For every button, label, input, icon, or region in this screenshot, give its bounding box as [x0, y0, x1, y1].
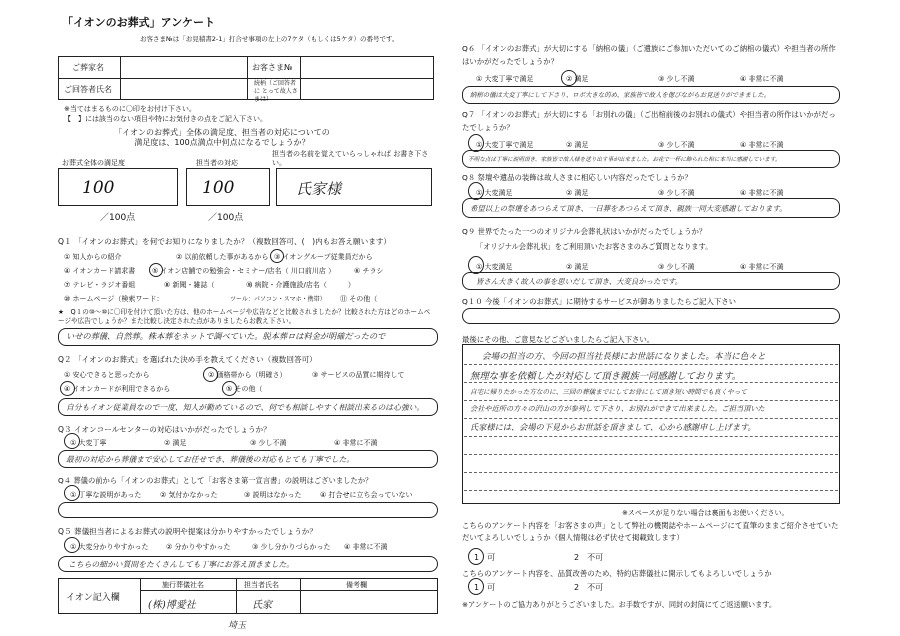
instruction-top: お客さま№は「お見積書2-1」打合せ事項の左上の7ケタ（もしくは5ケタ）の番号です。 [140, 35, 399, 43]
q7-answer: 不明な点は丁寧に説明頂き、家族皆で故人様を送り出す事が出来ました。お花で一杯に飾られた棺に本当に感謝しています。 [468, 157, 781, 163]
q1-opt-10-tool: ツール：パソコン・スマホ・携帯） [230, 296, 326, 303]
q2-text: Q２ 「イオンのお葬式」を選ばれた決め手を教えてください（複数回答可） [58, 355, 317, 364]
q5-circle-1 [64, 537, 80, 553]
survey-title: 「イオンのお葬式」アンケート [62, 16, 216, 29]
q3-circle-1 [64, 433, 80, 449]
q6-opt-1: ① 大変丁寧で満足 [476, 75, 534, 83]
q7-opt-4: ④ 非常に不満 [740, 141, 784, 149]
consent1-yes: 1 可 [474, 553, 496, 562]
q5-opt-2: ② 分かりやすかった [166, 543, 231, 551]
note-2: 【 】には該当のない項目や特にお気付きの点をご記入下さい。 [64, 115, 267, 123]
record-label: イオン記入欄 [66, 593, 120, 603]
record-col1: 施行葬儀社名 [162, 581, 204, 589]
consent1-no: 2 不可 [574, 553, 604, 562]
q1-opt-8: ⑧ 新聞・雑誌（ ） [164, 281, 257, 289]
comment-line-4: 会社や近所の方々の沢山の方が参列して下さり、お別れができて出来ました。ご担当頂いた [470, 404, 765, 413]
overall-label: お葬式全体の満足度 [62, 159, 125, 167]
q4-opt-3: ③ 説明はなかった [244, 491, 302, 499]
q2-circle-4 [60, 381, 75, 396]
q1-opt-1: ① 知人からの紹介 [64, 253, 122, 261]
q9-text: Q９ 世界でたった一つのオリジナル会葬礼状はいかがだったでしょうか？ [462, 227, 707, 236]
q3-answer: 最初の対応から葬儀まで安心してお任せでき、葬儀後の対応もとても丁寧でした。 [66, 455, 355, 464]
q2-opt-1: ① 安心できると思ったから [64, 371, 150, 379]
staff-score: 100 [202, 178, 235, 198]
q1-opt-2: ② 以前依頼した事があるから [176, 253, 269, 261]
respondent-label: ご回答者氏名 [64, 85, 112, 94]
comment-line-5: 氏家様には、会場の下見からお世話を頂きまして、心から感謝申し上げます。 [470, 422, 756, 432]
q5-opt-4: ④ 非常に不満 [344, 543, 388, 551]
q4-answer-box [58, 502, 438, 518]
q1-opt-9: ⑨ 病院・介護施設/店名（ ） [246, 281, 355, 289]
satisfaction-intro: 「イオンのお葬式」全体の満足度、担当者の対応についての満足度は、100点満点中何点になるでしょうか？ [114, 128, 330, 147]
customer-no-label: お客さま№ [252, 63, 293, 72]
q1-circle-5 [149, 263, 163, 277]
q8-opt-1: ① 大変満足 [476, 189, 513, 197]
q6-text: Q６ 「イオンのお葬式」が大切にする「納棺の儀」（ご遺族にご参加いただいてのご納棺の儀式）や担当者の所作はいかがだったでしょうか？ [462, 44, 836, 66]
q6-opt-4: ④ 非常に不満 [740, 75, 784, 83]
q2-opt-3: ③ サービスの品質に期待して [312, 371, 405, 379]
q9-answer: 皆さん大きく故人の事を思いだして頂き、大変良かったです。 [476, 277, 683, 286]
q2-circle-5 [222, 381, 237, 396]
q8-opt-4: ④ 非常に不満 [740, 189, 784, 197]
q7-text: Q７ 「イオンのお葬式」が大切にする「お別れの儀」（ご出棺前後のお別れの儀式）や担当者の所作はいかがだったでしょうか？ [462, 110, 836, 132]
consent1-text: こちらのアンケート内容を「お客さまの声」として弊社の機関誌やホームページにて直筆のままご紹介させていただいてよろしいでしょうか（個人情報は必ず伏せて掲載致します） [462, 521, 839, 542]
q8-answer: 希望以上の祭壇をあつらえて頂き、一日葬をあつらえて頂き、親族一同大変感謝しております。 [470, 204, 787, 213]
q9-opt-3: ③ 少し不満 [658, 263, 695, 271]
q5-answer: こちらの細かい質問をたくさんしても丁寧にお答え頂きました。 [68, 560, 295, 569]
q2-opt-5: ⑤ その他（ [226, 385, 263, 393]
q8-opt-3: ③ 少し不満 [658, 189, 695, 197]
comment-line-1: 会場の担当の方、今回の担当社長様にお世話になりました。本当に色々と [482, 352, 766, 362]
consent2-no: 2 不可 [574, 583, 604, 592]
q8-opt-2: ② 満足 [566, 189, 589, 197]
q9-opt-1: ① 大変満足 [476, 263, 513, 271]
q6-opt-3: ③ 少し不満 [658, 75, 695, 83]
consent2-circle [468, 578, 484, 595]
q5-opt-3: ③ 少し分かりづらかった [252, 543, 331, 551]
record-col2: 担当者氏名 [244, 581, 279, 589]
q2-answer: 自分もイオン従業員なので一度、知人が勤めているので、何でも相談しやすく相談出来るのは心強い。 [66, 403, 425, 412]
q3-opt-2: ② 満足 [164, 439, 187, 447]
overall-score: 100 [82, 178, 115, 198]
q1-opt-4: ④ イオンカード請求書 [64, 267, 136, 275]
consent2-yes: 1 可 [474, 583, 496, 592]
q4-opt-2: ② 気付かなかった [160, 491, 218, 499]
q3-opt-3: ③ 少し不満 [250, 439, 287, 447]
record-val2: 氏家 [252, 600, 272, 611]
comment-line-3: 自宅に帰りたかった方なのに、三回の葬儀までにしてお骨にして頂き短い時間でも良くやって [470, 388, 747, 396]
q8-text: Q８ 祭壇や遺品の装飾は故人さまに相応しい内容だったでしょうか？ [462, 173, 692, 182]
space-note: ※スペースが足りない場合は裏面もお使いください。 [622, 509, 789, 517]
q1-opt-3: ③ イオングループ従業員だから [274, 253, 373, 261]
note-1: ※当てはまるものに〇印をお付け下さい。 [64, 105, 196, 113]
q5-opt-1: ① 大変分かりやすかった [70, 543, 149, 551]
q1-answer: いせの葬儀、自然葬。株本葬をネットで調べていた。脱本葬ロは料金が明確だったので [66, 331, 386, 341]
q6-circle-2 [561, 70, 577, 86]
q6-answer: 納棺の儀は大変丁寧にして下さり、ロボ大きな的め、家族皆で故人を偲びながらお見送りができました。 [470, 91, 771, 99]
q1-opt-6: ⑥ チラシ [354, 267, 384, 275]
q2-opt-2: ② 価格帯から（明確さ） [208, 371, 287, 379]
overall-score-box [58, 168, 178, 206]
q10-answer-box [462, 308, 840, 324]
q1-opt-7: ⑦ テレビ・ラジオ番組 [64, 281, 136, 289]
q7-opt-3: ③ 少し不満 [658, 141, 695, 149]
q2-opt-4: ④ イオンカードが利用できるから [64, 385, 171, 393]
q1-followup: ★ Q１の⑩～⑩に〇印を付けて頂いた方は、他のホームページや広告などと比較されましたか？比較された方はどのホームページや広告でしょうか？また比較し決定された点がありましたらお教え下さい。 [58, 308, 431, 325]
q10-text: Q１０ 今後「イオンのお葬式」に期待するサービスが御ありましたらご記入下さい [462, 297, 737, 306]
q2-circle-2 [203, 367, 218, 382]
q9-subtext: 「オリジナル会葬礼状」をご利用頂いたお客さまのみご質問となります。 [476, 242, 713, 251]
q4-opt-4: ④ 打合せに立ち会っていない [320, 491, 413, 499]
q4-opt-1: ① 丁寧な説明があった [70, 491, 142, 499]
q3-opt-1: ① 大変丁寧 [70, 439, 107, 447]
q7-opt-1: ① 大変丁寧で満足 [476, 141, 534, 149]
q3-opt-4: ④ 非常に不満 [334, 439, 378, 447]
staff-name-label: 担当者の名前を覚えていらっしゃれば お書き下さい。 [272, 150, 429, 167]
q6-opt-2: ② 満足 [566, 75, 589, 83]
record-stamp: 埼玉 [228, 621, 247, 631]
record-col3: 備考欄 [346, 581, 367, 589]
footer-note: ※アンケートのご協力ありがとうございました。お手数ですが、同封の封筒にてご返送願います。 [462, 600, 777, 609]
consent2-text: こちらのアンケート内容を、品質改善のため、特約店葬儀社に開示してもよろしいでしょうか [462, 569, 772, 578]
record-val1: (株)博愛社 [148, 600, 196, 611]
q1-opt-11: ⑪ その他（ [340, 295, 378, 303]
relation-label: 続柄（ご回答者に とって故人さまは） [254, 80, 298, 103]
staff-suffix: ／100点 [208, 213, 244, 223]
q7-opt-2: ② 満足 [566, 141, 589, 149]
q1-circle-3 [270, 249, 284, 263]
q1-text: Q１ 「イオンのお葬式」を何でお知りになりましたか？（複数回答可、( )内もお答え願います） [58, 237, 392, 246]
comment-line-2: 無理な事を依頼したが対応して頂き親族一同感謝しております。 [470, 371, 742, 382]
free-comment-label: 最後にその他、ご意見などございましたらご記入下さい。 [462, 335, 655, 344]
q9-opt-2: ② 満足 [566, 263, 589, 271]
q4-circle-1 [64, 485, 80, 501]
q9-opt-4: ④ 非常に不満 [740, 263, 784, 271]
q4-text: Q４ 葬儀の前から「イオンのお葬式」として「お客さま第一宣言書」の説明はございましたか？ [58, 476, 373, 485]
overall-suffix: ／100点 [100, 213, 136, 223]
q1-opt-5: ⑤ イオン店舗での勉強会・セミナー/店名（ 川口前川店 ） [152, 267, 336, 275]
q5-text: Q５ 葬儀担当者によるお葬式の説明や提案は分かりやすかったでしょうか？ [58, 527, 317, 536]
funeral-host-label: ご葬家名 [72, 63, 104, 72]
staff-label: 担当者の対応 [196, 159, 238, 167]
staff-name-value: 氏家様 [296, 180, 342, 198]
consent1-circle [468, 548, 484, 565]
q1-opt-10: ⑩ ホームページ（検索ワード： [64, 295, 164, 303]
q3-text: Q３ イオンコールセンターの対応はいかがだったでしょうか？ [58, 425, 271, 434]
